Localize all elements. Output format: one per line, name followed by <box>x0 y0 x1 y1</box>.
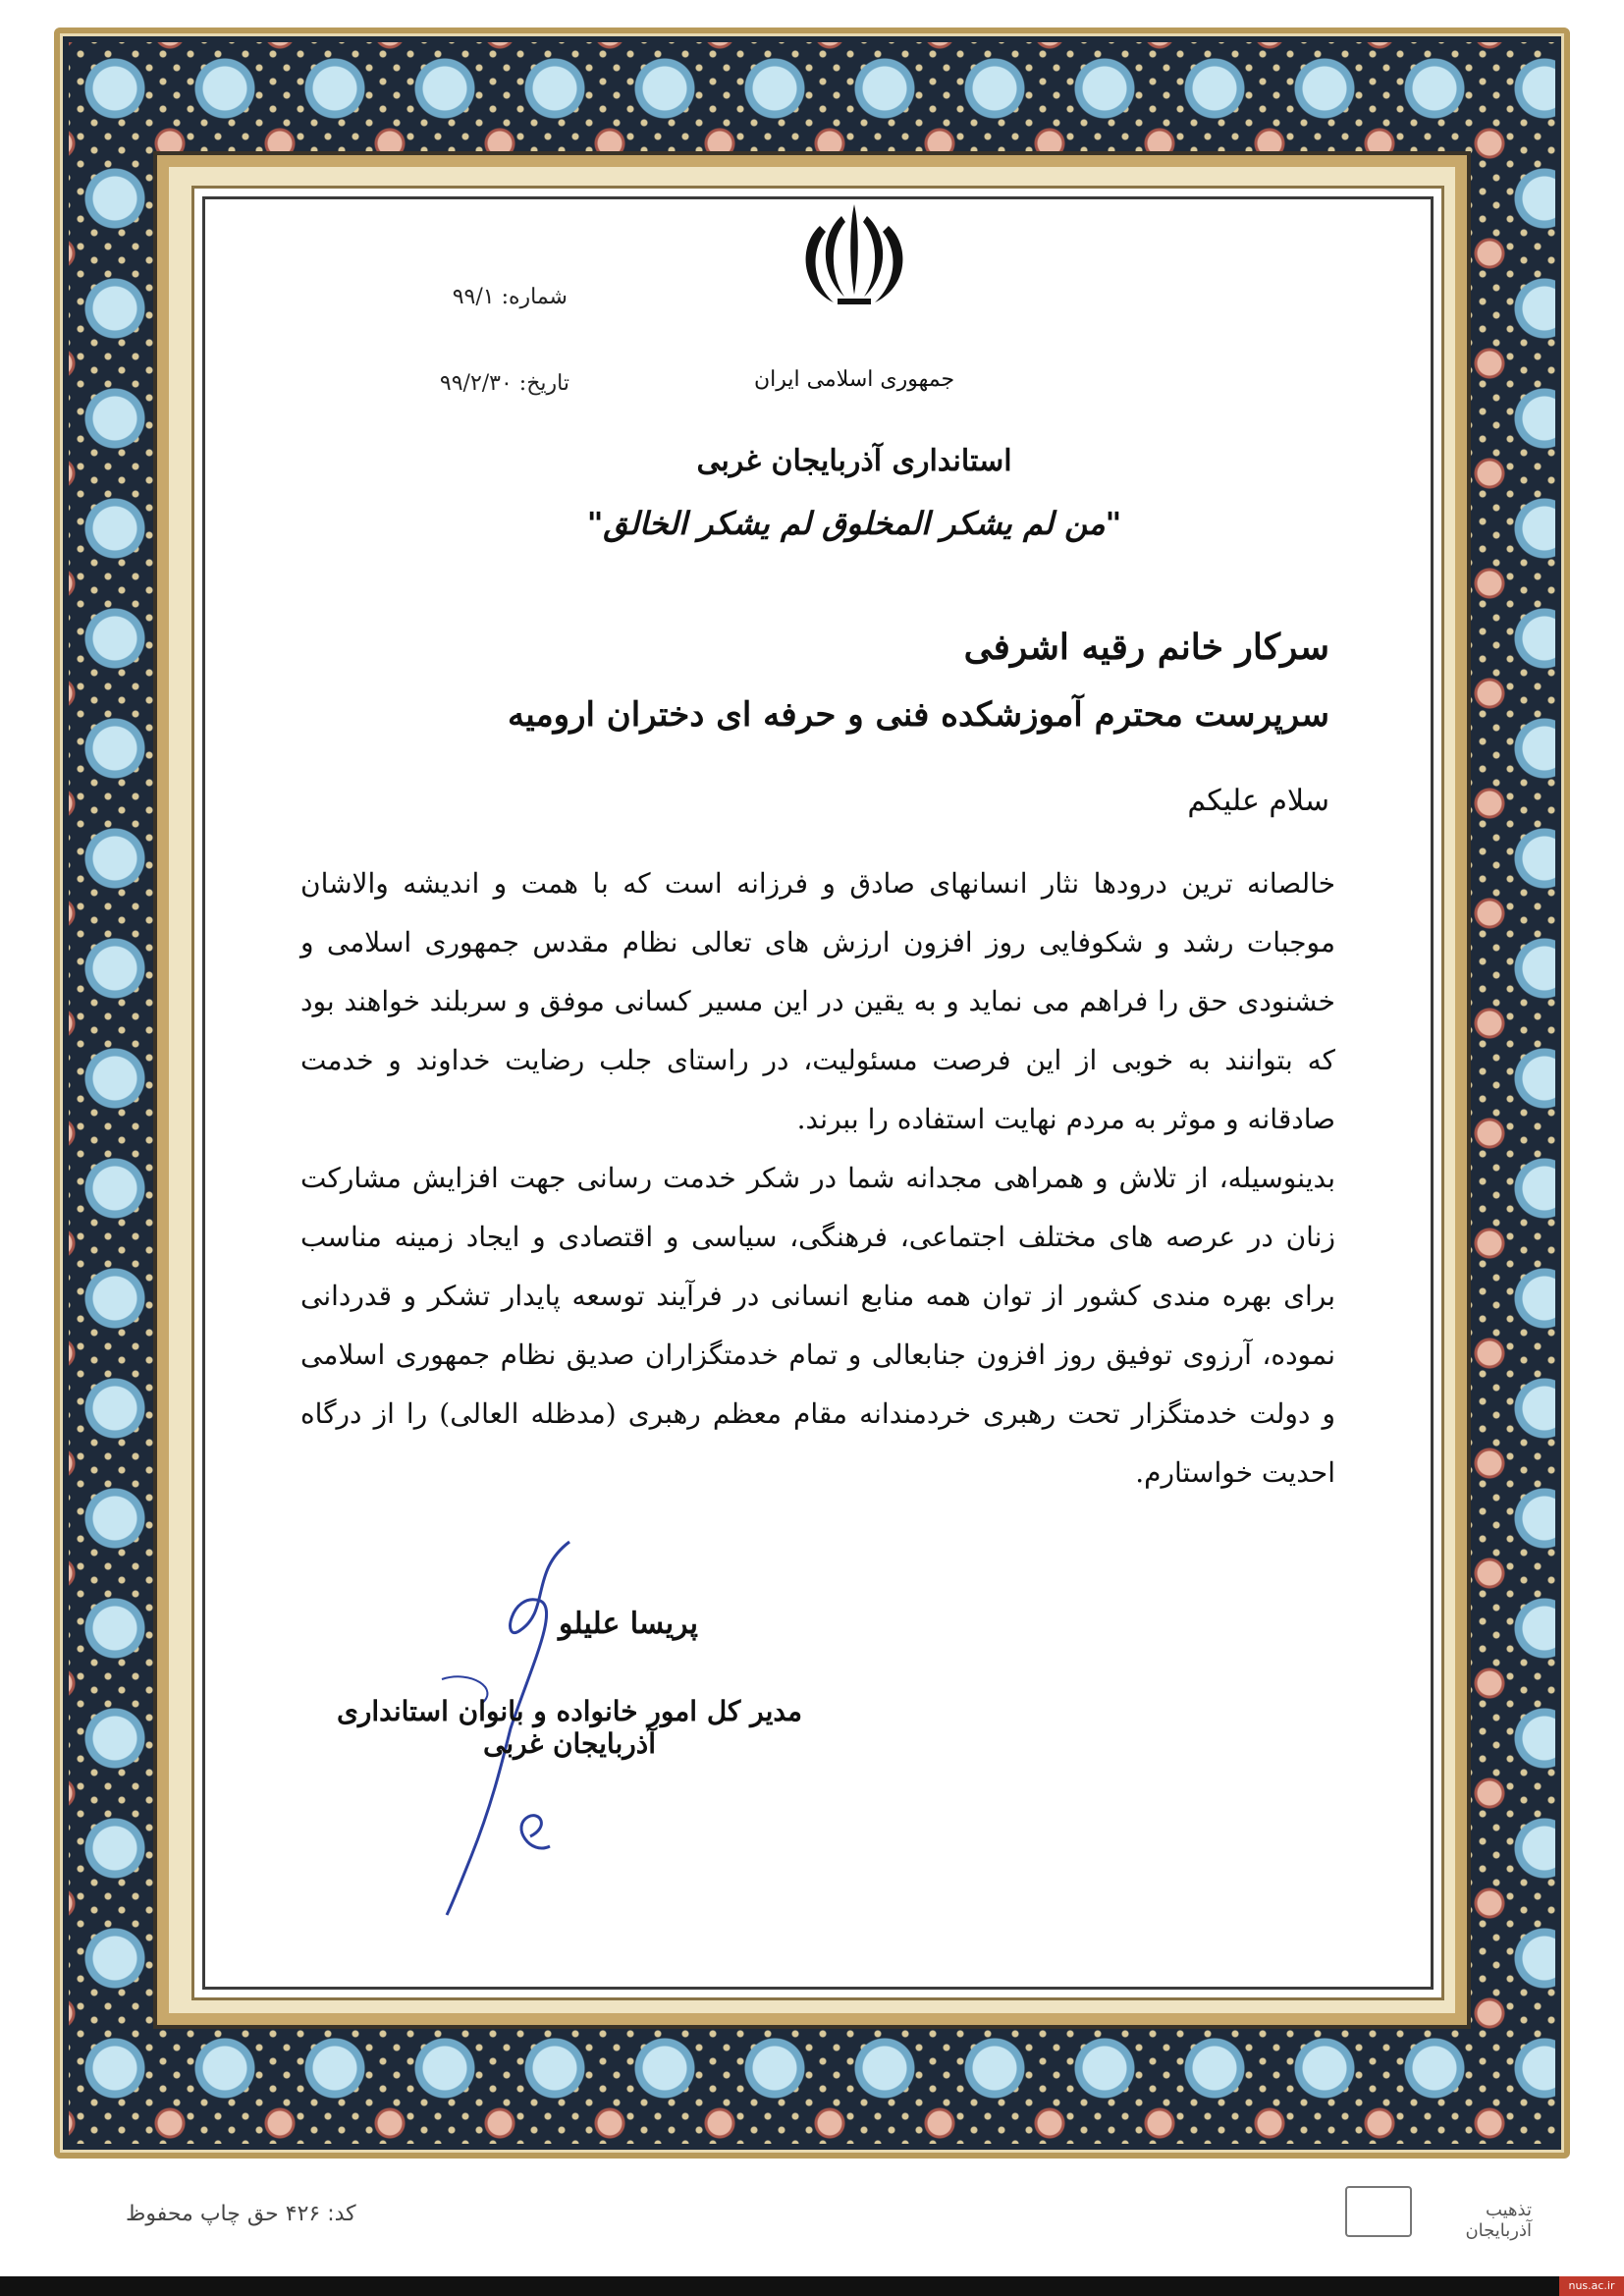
republic-heading: جمهوری اسلامی ایران <box>753 367 955 392</box>
recipient-line: سرپرست محترم آموزشکده فنی و حرفه ای دختران ارومیه <box>507 695 1329 735</box>
signer-name: پریسا علیلو <box>559 1607 698 1641</box>
body-paragraph-2: بدینوسیله، از تلاش و همراهی مجدانه شما در شکر خدمت رسانی جهت افزایش مشارکت زنان در عرصه های مختلف اجتماعی، فرهنگی، سیاسی و اقتصادی و ایجاد زمینه مناسب برای بهره مندی کشور از توان همه منابع انسانی در فرآیند توسعه پایدار تشکر و قدردانی نموده، آرزوی توفیق روز افزون جنابعالی و تمام خدمتگزاران صدیق نظام جمهوری اسلامی و دولت خدمتگزار تحت رهبری خردمندانه مقام معظم رهبری (مدظله العالی) را از درگاه احدیت خواستارم. <box>300 1162 1336 1489</box>
letter-number: شماره: ۹۹/۱ <box>452 285 568 309</box>
maker-name: تذهیب آذربایجان <box>1465 2200 1532 2241</box>
signer-title: مدیر کل امور خانواده و بانوان استانداری آذربایجان غربی <box>336 1695 803 1760</box>
bottom-bar <box>0 2276 1624 2296</box>
footer-maker <box>1345 2186 1532 2241</box>
footer-code: کد: ۴۲۶ حق چاپ محفوظ <box>126 2202 356 2226</box>
greeting-line: سلام علیکم <box>1187 784 1329 818</box>
site-badge[interactable]: nus.ac.ir <box>1559 2276 1624 2296</box>
province-heading: استانداری آذربایجان غربی <box>696 444 1012 478</box>
iran-emblem-icon <box>790 196 918 314</box>
letter-date: تاریخ: ۹۹/۲/۳۰ <box>439 371 569 396</box>
motto-text: "من لم یشکر المخلوق لم یشکر الخالق" <box>586 505 1122 542</box>
body-paragraph-1: خالصانه ترین درودها نثار انسانهای صادق و فرزانه است که با همت و اندیشه والاشان موجبات رشد و شکوفایی روز افزون ارزش های تعالی نظام مقدس جمهوری اسلامی و خشنودی حق را فراهم می نماید و به یقین در این مسیر کسانی موفق و سربلند خواهند بود که بتوانند به خوبی از این فرصت مسئولیت، در راستای جلب رضایت خداوند و خدمت صادقانه و موثر به مردم نهایت استفاده را ببرند. <box>300 867 1335 1135</box>
maker-logo-icon <box>1345 2186 1412 2237</box>
letter-body <box>300 854 1335 1503</box>
salutation-line: سرکار خانم رقیه اشرفی <box>963 627 1329 668</box>
